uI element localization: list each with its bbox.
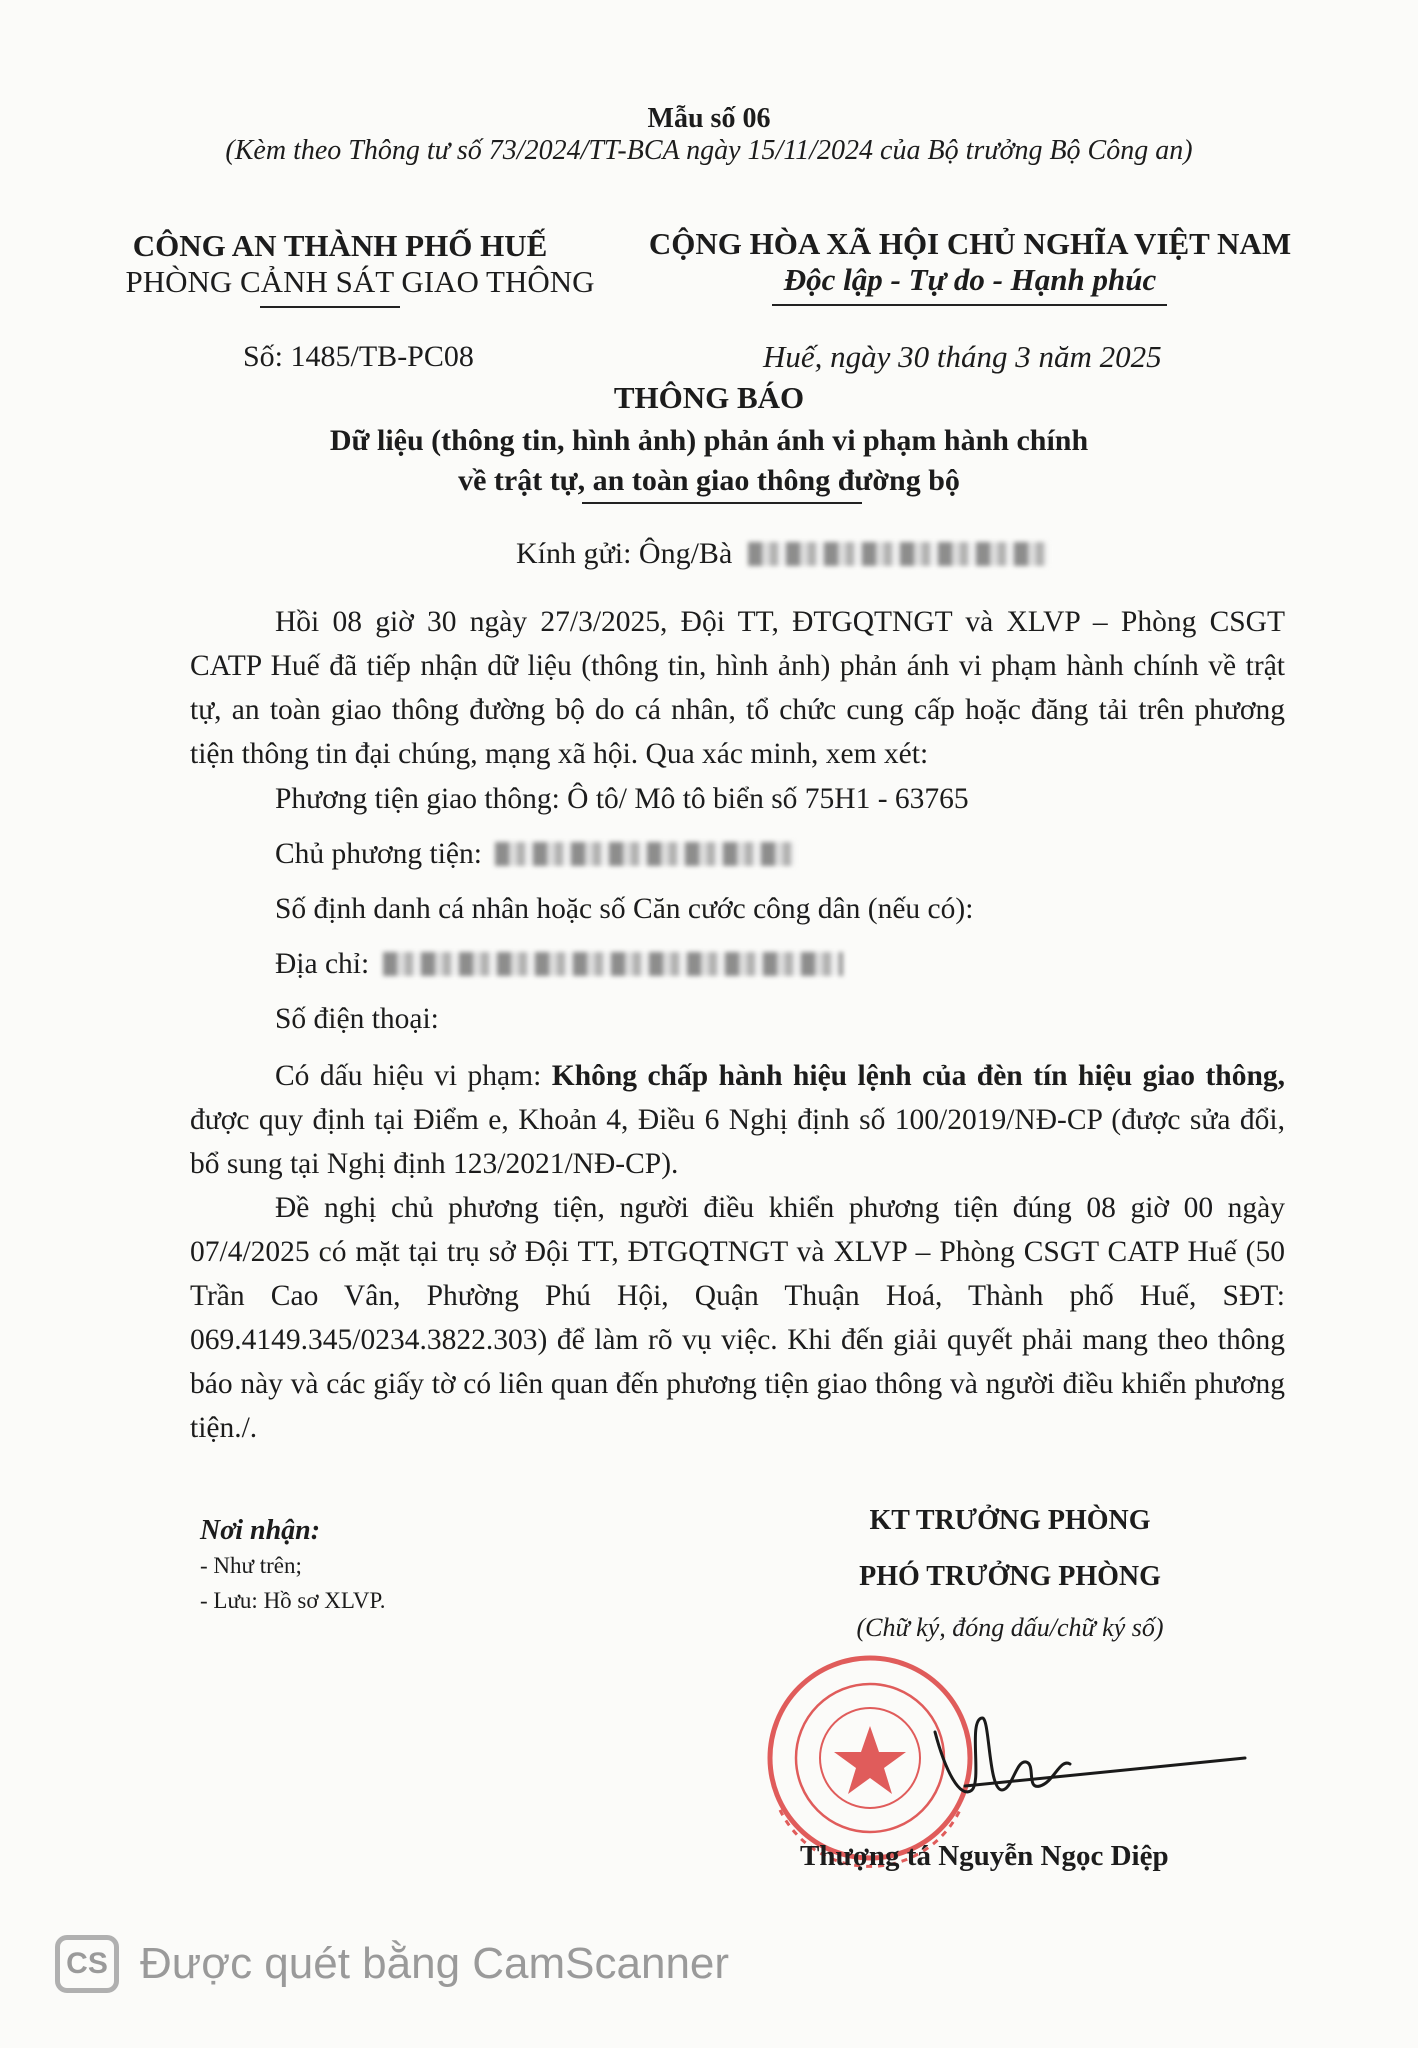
request-paragraph: Đề nghị chủ phương tiện, người điều khiển phương tiện đúng 08 giờ 00 ngày 07/4/2025 có mặt tại trụ sở Đội TT, ĐTGQTNGT và XLVP – Phòng CSGT CATP Huế (50 Trần Cao Vân, Phường Phú Hội, Quận Thuận Hoá, Thành phố Huế, SĐT: 069.4149.345/0234.3822.303) để làm rõ vụ việc. Khi đến giải quyết phải mang theo thông báo này và các giấy tờ có liên quan đến phương tiện giao thông và người điều khiển phương tiện./. [190,1192,1285,1444]
recipient-line [516,537,1048,571]
form-reference: (Kèm theo Thông tư số 73/2024/TT-BCA ngày 15/11/2024 của Bộ trưởng Bộ Công an) [225,135,1193,166]
document-title: THÔNG BÁO [613,380,805,415]
violation-legal-basis: được quy định tại Điểm e, Khoản 4, Điều 6 Nghị định số 100/2019/NĐ-CP (được sửa đổi, bổ sung tại Nghị định 123/2021/NĐ-CP). [190,1104,1285,1180]
issuer-line1: CÔNG AN THÀNH PHỐ HUẾ [132,228,548,263]
redacted-address [383,952,843,976]
document-subtitle-2: về trật tự, an toàn giao thông đường bộ [458,464,960,497]
owner-line [275,838,795,871]
nation-motto: Độc lập - Tự do - Hạnh phúc [783,262,1157,297]
signer-role-2: PHÓ TRƯỞNG PHÒNG [859,1561,1161,1592]
phone-line: Số điện thoại: [275,1003,439,1035]
owner-label: Chủ phương tiện: [275,838,482,870]
camscanner-logo: CS [55,1935,119,1993]
motto-underline [772,304,1167,306]
violation-description: Không chấp hành hiệu lệnh của đèn tín hiệu giao thông, [551,1060,1285,1092]
signer-name: Thượng tá Nguyễn Ngọc Diệp [800,1840,1169,1872]
intro-paragraph: Hồi 08 giờ 30 ngày 27/3/2025, Đội TT, ĐTGQTNGT và XLVP – Phòng CSGT CATP Huế đã tiếp nhận dữ liệu (thông tin, hình ảnh) phản ánh vi phạm hành chính về trật tự, an toàn giao thông đường bộ do cá nhân, tổ chức cung cấp hoặc đăng tải trên phương tiện thông tin đại chúng, mạng xã hội. Qua xác minh, xem xét: [190,606,1285,770]
document-number: Số: 1485/TB-PC08 [243,340,474,373]
signer-role-1: KT TRƯỞNG PHÒNG [869,1505,1151,1536]
signature-note: (Chữ ký, đóng dấu/chữ ký số) [856,1613,1164,1642]
official-seal [770,1657,970,1866]
vehicle-line: Phương tiện giao thông: Ô tô/ Mô tô biển số 75H1 - 63765 [275,783,969,815]
document-subtitle-1: Dữ liệu (thông tin, hình ảnh) phản ánh vi phạm hành chính [329,424,1089,457]
issue-date: Huế, ngày 30 tháng 3 năm 2025 [763,339,1162,374]
receiver-item-1: - Như trên; [200,1553,302,1578]
violation-label: Có dấu hiệu vi phạm: [275,1060,552,1092]
redacted-owner-name [495,842,795,866]
handwritten-signature [935,1718,1245,1792]
form-number: Mẫu số 06 [647,103,771,134]
nation-line1: CỘNG HÒA XÃ HỘI CHỦ NGHĨA VIỆT NAM [648,226,1292,261]
camscanner-watermark-text: Được quét bằng CamScanner [140,1939,730,1988]
receiver-item-2: - Lưu: Hồ sơ XLVP. [200,1588,386,1613]
id-line: Số định danh cá nhân hoặc số Căn cước công dân (nếu có): [275,893,974,925]
address-line [275,948,843,981]
issuer-line2: PHÒNG CẢNH SÁT GIAO THÔNG [125,264,595,299]
subtitle-underline [582,502,862,504]
address-label: Địa chỉ: [275,948,370,980]
violation-paragraph [190,1054,1285,1186]
issuer-underline [260,306,400,308]
recipient-label: Kính gửi: Ông/Bà [516,537,733,570]
redacted-recipient-name [748,542,1048,566]
seal-and-signature [720,1640,1280,1870]
receivers-title: Nơi nhận: [200,1515,321,1546]
